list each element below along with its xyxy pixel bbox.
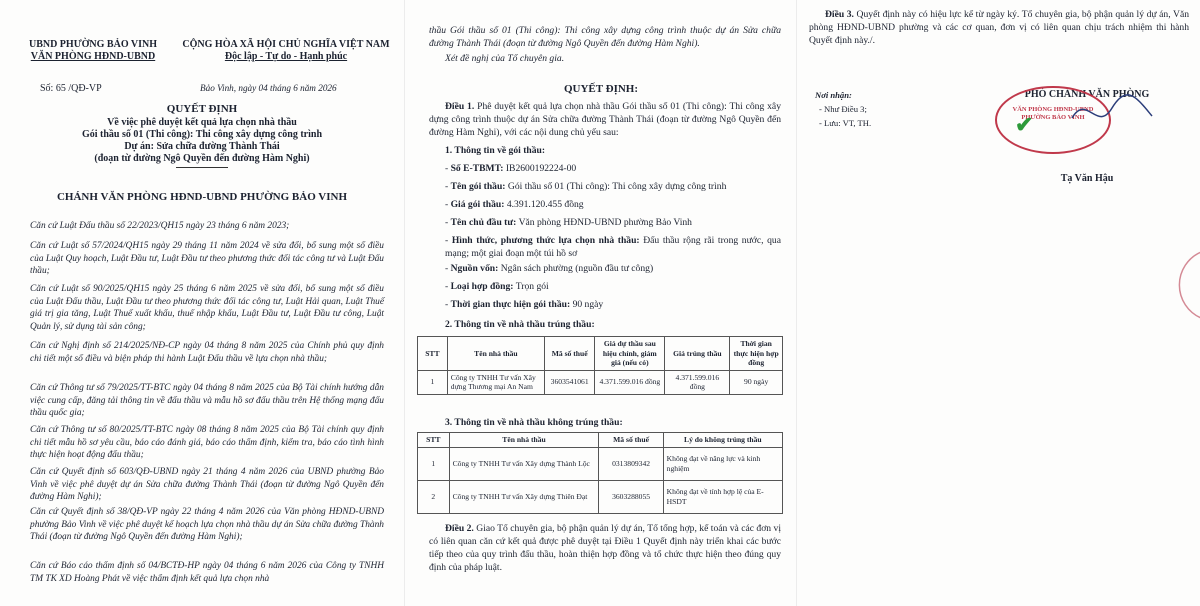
legal-basis: Căn cứ Nghị định số 214/2025/NĐ-CP ngày 04 tháng 8 năm 2025 của Chính phủ quy định chi tiết một số điều và biện pháp thi hành Luật Đấu thầu về lựa chọn nhà thầu; xyxy=(30,341,384,364)
legal-basis: Căn cứ Luật số 57/2024/QH15 ngày 29 tháng 11 năm 2024 về sửa đổi, bổ sung một số điều của Luật Quy hoạch, Luật Đầu tư, Luật Đầu tư theo phương thức đối tác công tư và Luật Đấu thầu; xyxy=(30,241,384,277)
document-number: Số: 65 /QĐ-VP xyxy=(40,83,102,94)
proposal-line: Xét đề nghị của Tổ chuyên gia. xyxy=(445,53,565,64)
article-3 xyxy=(809,8,1189,47)
column-header: Lý do không trúng thầu xyxy=(663,433,782,448)
divider xyxy=(176,167,228,168)
org-name-line1: UBND PHƯỜNG BẢO VINH xyxy=(28,39,158,50)
table-row xyxy=(418,370,783,394)
issuing-authority: CHÁNH VĂN PHÒNG HĐND-UBND PHƯỜNG BẢO VINH xyxy=(56,191,348,203)
info-row: - Tên gói thầu: Gói thầu số 01 (Thi công): Thi công xây dựng công trình xyxy=(445,181,727,192)
section-1-title: 1. Thông tin về gói thầu: xyxy=(445,145,546,156)
article-1-label: Điều 1. xyxy=(445,101,475,112)
info-row: - Hình thức, phương thức lựa chọn nhà thầu: Đấu thầu rộng rãi trong nước, qua mạng; một giai đoạn một túi hồ sơ xyxy=(445,235,781,259)
column-header: STT xyxy=(418,433,450,448)
non-winner-table xyxy=(417,432,783,514)
info-row: - Tên chủ đầu tư: Văn phòng HĐND-UBND phường Bảo Vinh xyxy=(445,217,692,228)
column-header: STT xyxy=(418,337,448,371)
column-header: Giá trúng thầu xyxy=(665,337,730,371)
subject-line: Gói thầu số 01 (Thi công): Thi công xây dựng công trình xyxy=(81,129,323,140)
handwritten-signature-icon xyxy=(1067,88,1157,138)
legal-basis: Căn cứ Quyết định số 38/QĐ-VP ngày 22 tháng 4 năm 2026 của Văn phòng HĐND-UBND phường Bảo Vinh về việc phê duyệt kế hoạch lựa chọn nhà thầu dự án Sửa chữa đường Thành Thái (đoạn từ đường Ngô Quyền đến đường Hàm Nghi); xyxy=(30,507,384,543)
section-2-title: 2. Thông tin về nhà thầu trúng thầu: xyxy=(445,319,595,330)
subject-line: Về việc phê duyệt kết quả lựa chọn nhà thầu xyxy=(107,117,297,128)
article-3-label: Điều 3. xyxy=(825,9,854,20)
table-cell: Công ty TNHH Tư vấn Xây dựng Thương mại An Nam xyxy=(447,370,544,394)
basis-continuation: thầu Gói thầu số 01 (Thi công): Thi công xây dựng công trình thuộc dự án Sửa chữa đường Thành Thái (đoạn từ đường Ngô Quyền đến đường Hàm Nghi). xyxy=(429,25,781,49)
decision-title: QUYẾT ĐỊNH xyxy=(166,103,238,115)
seal-edge-fragment-icon xyxy=(1161,250,1200,320)
column-header: Tên nhà thầu xyxy=(447,337,544,371)
table-header-row xyxy=(418,433,783,448)
decide-heading: QUYẾT ĐỊNH: xyxy=(563,83,639,95)
column-header: Mã số thuế xyxy=(545,337,595,371)
table-cell: 1 xyxy=(418,447,450,480)
table-cell: 4.371.599.016 đồng xyxy=(595,370,665,394)
subject-line: (đoạn từ đường Ngô Quyền đến đường Hàm Nghi) xyxy=(94,153,310,164)
legal-basis: Căn cứ Luật Đấu thầu số 22/2023/QH15 ngày 23 tháng 6 năm 2023; xyxy=(30,221,290,231)
info-row: - Nguồn vốn: Ngân sách phường (nguồn đầu tư công) xyxy=(445,263,654,274)
info-row: - Thời gian thực hiện gói thầu: 90 ngày xyxy=(445,299,604,310)
table-cell: 1 xyxy=(418,370,448,394)
info-row: - Loại hợp đồng: Trọn gói xyxy=(445,281,549,292)
table-cell: 3603288055 xyxy=(599,480,663,513)
national-motto: Độc lập - Tự do - Hạnh phúc xyxy=(224,51,348,62)
legal-basis: Căn cứ Thông tư số 80/2025/TT-BTC ngày 08 tháng 8 năm 2025 của Bộ Tài chính quy định chi tiết mẫu hồ sơ yêu cầu, báo cáo đánh giá, báo cáo thẩm định, kiểm tra, báo cáo tình hình thực hiện hoạt động đấu thầu; xyxy=(30,425,384,461)
document-page-3 xyxy=(796,0,1200,606)
table-cell: Không đạt về năng lực và kinh nghiệm xyxy=(663,447,782,480)
recipients-title: Nơi nhận: xyxy=(815,90,852,100)
section-3-title: 3. Thông tin về nhà thầu không trúng thầu: xyxy=(445,417,623,428)
signer-name: Tạ Văn Hậu xyxy=(1060,173,1114,184)
org-name-line2: VĂN PHÒNG HĐND-UBND xyxy=(30,51,156,62)
article-1 xyxy=(429,100,781,139)
column-header: Thời gian thực hiện hợp đồng xyxy=(730,337,783,371)
column-header: Giá dự thầu sau hiệu chỉnh, giảm giá (nếu có) xyxy=(595,337,665,371)
article-3-text: Quyết định này có hiệu lực kể từ ngày ký. Tổ chuyên gia, bộ phận quản lý dự án, Văn phòng HĐND-UBND phường và các cơ quan, đơn vị có liên quan chịu trách nhiệm thi hành Quyết định này./. xyxy=(809,9,1189,46)
recipient-item: - Lưu: VT, TH. xyxy=(819,118,872,128)
article-1-text: Phê duyệt kết quả lựa chọn nhà thầu Gói thầu số 01 (Thi công): Thi công xây dựng công trình thuộc dự án Sửa chữa đường Thành Thái (đoạn từ đường Ngô Quyền đến đường Hàm Nghi), với các nội dung chủ yếu sau: xyxy=(429,101,781,138)
table-cell: Không đạt về tính hợp lệ của E-HSDT xyxy=(663,480,782,513)
national-title: CỘNG HÒA XÃ HỘI CHỦ NGHĨA VIỆT NAM xyxy=(182,39,390,50)
info-row: - Số E-TBMT: IB2600192224-00 xyxy=(445,163,577,174)
column-header: Mã số thuế xyxy=(599,433,663,448)
info-row: - Giá gói thầu: 4.391.120.455 đồng xyxy=(445,199,584,210)
legal-basis: Căn cứ Luật số 90/2025/QH15 ngày 25 tháng 6 năm 2025 về sửa đổi, bổ sung một số điều của Luật Đấu thầu, Luật Đầu tư theo phương thức đối tác công tư, Luật Hải quan, Luật Thuế giá trị gia tăng, Luật Thuế xuất khẩu, thuế nhập khẩu, Luật Đầu tư, Luật Đầu tư công, Luật Quản lý, sử dụng tài sản công; xyxy=(30,284,384,332)
digital-signature-check-icon: ✔ xyxy=(1015,112,1034,137)
table-cell: Công ty TNHH Tư vấn Xây dựng Thành Lộc xyxy=(449,447,599,480)
table-cell: 3603541061 xyxy=(545,370,595,394)
winner-table xyxy=(417,336,783,395)
table-header-row xyxy=(418,337,783,371)
signer-title: PHÓ CHÁNH VĂN PHÒNG xyxy=(1024,89,1150,100)
table-cell: 2 xyxy=(418,480,450,513)
article-2 xyxy=(429,522,781,574)
subject-line: Dự án: Sửa chữa đường Thành Thái xyxy=(124,141,280,152)
legal-basis: Căn cứ Quyết định số 603/QĐ-UBND ngày 21 tháng 4 năm 2026 của UBND phường Bảo Vinh về việc phê duyệt dự án Sửa chữa đường Thành Thái (đoạn từ đường Ngô Quyền đến đường Hàm Nghi); xyxy=(30,467,384,503)
recipient-item: - Như Điều 3; xyxy=(819,104,867,114)
table-cell: 4.371.599.016 đồng xyxy=(665,370,730,394)
seal-text: VĂN PHÒNG HĐND-UBND PHƯỜNG BẢO VINH xyxy=(1012,106,1094,121)
table-cell: Công ty TNHH Tư vấn Xây dựng Thiên Đạt xyxy=(449,480,599,513)
issue-date: Bảo Vinh, ngày 04 tháng 6 năm 2026 xyxy=(200,83,337,93)
article-2-label: Điều 2. xyxy=(445,523,474,534)
article-2-text: Giao Tổ chuyên gia, bộ phận quản lý dự án, Tổ tổng hợp, kế toán và các đơn vị có liên quan căn cứ kết quả được phê duyệt tại Điều 1 Quyết định này triển khai các bước tiếp theo của quy trình đấu thầu, hoàn thiện hợp đồng và tổ chức thực hiện theo đúng quy định của pháp luật. xyxy=(429,523,781,573)
column-header: Tên nhà thầu xyxy=(449,433,599,448)
legal-basis: Căn cứ Thông tư số 79/2025/TT-BTC ngày 04 tháng 8 năm 2025 của Bộ Tài chính hướng dẫn việc cung cấp, đăng tải thông tin về đấu thầu và mẫu hồ sơ đấu thầu trên Hệ thống mạng đấu thầu quốc gia; xyxy=(30,383,384,419)
legal-basis: Căn cứ Báo cáo thẩm định số 04/BCTĐ-HP ngày 04 tháng 6 năm 2026 của Công ty TNHH TM TK XD Hoàng Phát về việc thẩm định kết quả lựa chọn nhà xyxy=(30,561,384,584)
document-page-1 xyxy=(0,0,404,606)
table-cell: 90 ngày xyxy=(730,370,783,394)
document-page-2 xyxy=(404,0,797,606)
table-row xyxy=(418,480,783,513)
table-row xyxy=(418,447,783,480)
table-cell: 0313809342 xyxy=(599,447,663,480)
